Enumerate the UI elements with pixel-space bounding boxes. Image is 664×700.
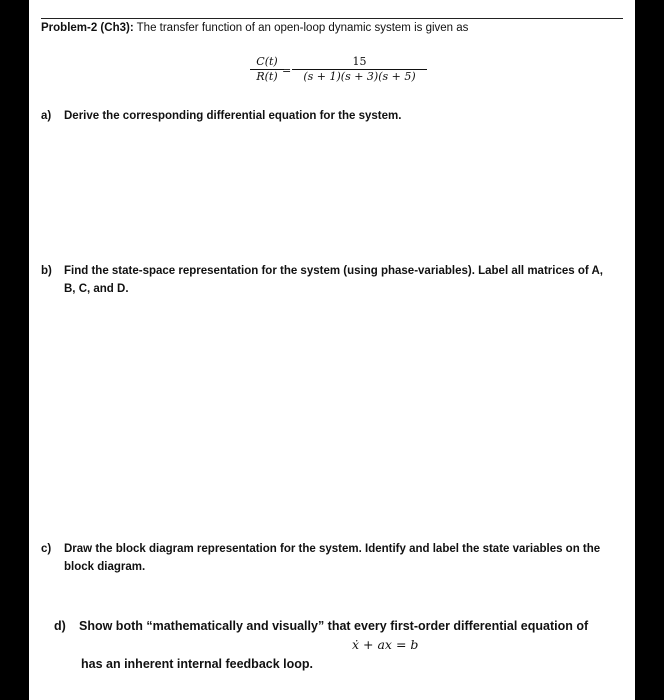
question-d-text: Show both “mathematically and visually” that every first-order differential equation of: [79, 619, 589, 633]
lhs-denominator: R(t): [256, 70, 278, 83]
question-b-text: Find the state-space representation for the system (using phase-variables). Label all matrices of A, B, C, and D.: [64, 265, 603, 295]
problem-label: Problem-2 (Ch3):: [41, 22, 134, 34]
transfer-function-rhs: [292, 55, 427, 84]
problem-intro: The transfer function of an open-loop dynamic system is given as: [133, 22, 469, 34]
lhs-numerator: C(t): [256, 55, 278, 68]
question-b-label: b): [41, 265, 52, 277]
document-page: [29, 0, 635, 700]
equals-sign: =: [282, 64, 292, 77]
top-divider: [41, 18, 623, 19]
question-a-text: Derive the corresponding differential equation for the system.: [64, 110, 402, 122]
rhs-numerator: 15: [352, 55, 367, 68]
problem-statement: [41, 22, 468, 34]
transfer-function-lhs: [250, 55, 284, 84]
question-c-text: Draw the block diagram representation for the system. Identify and label the state variables on the block diagram.: [64, 543, 601, 573]
question-d-equation: ẋ + ax = b: [352, 637, 419, 652]
question-d-tail: has an inherent internal feedback loop.: [81, 657, 313, 671]
question-c-label: c): [41, 543, 52, 555]
rhs-denominator: (s + 1)(s + 3)(s + 5): [303, 70, 416, 83]
question-d-label: d): [54, 619, 66, 633]
question-a-label: a): [41, 110, 52, 122]
